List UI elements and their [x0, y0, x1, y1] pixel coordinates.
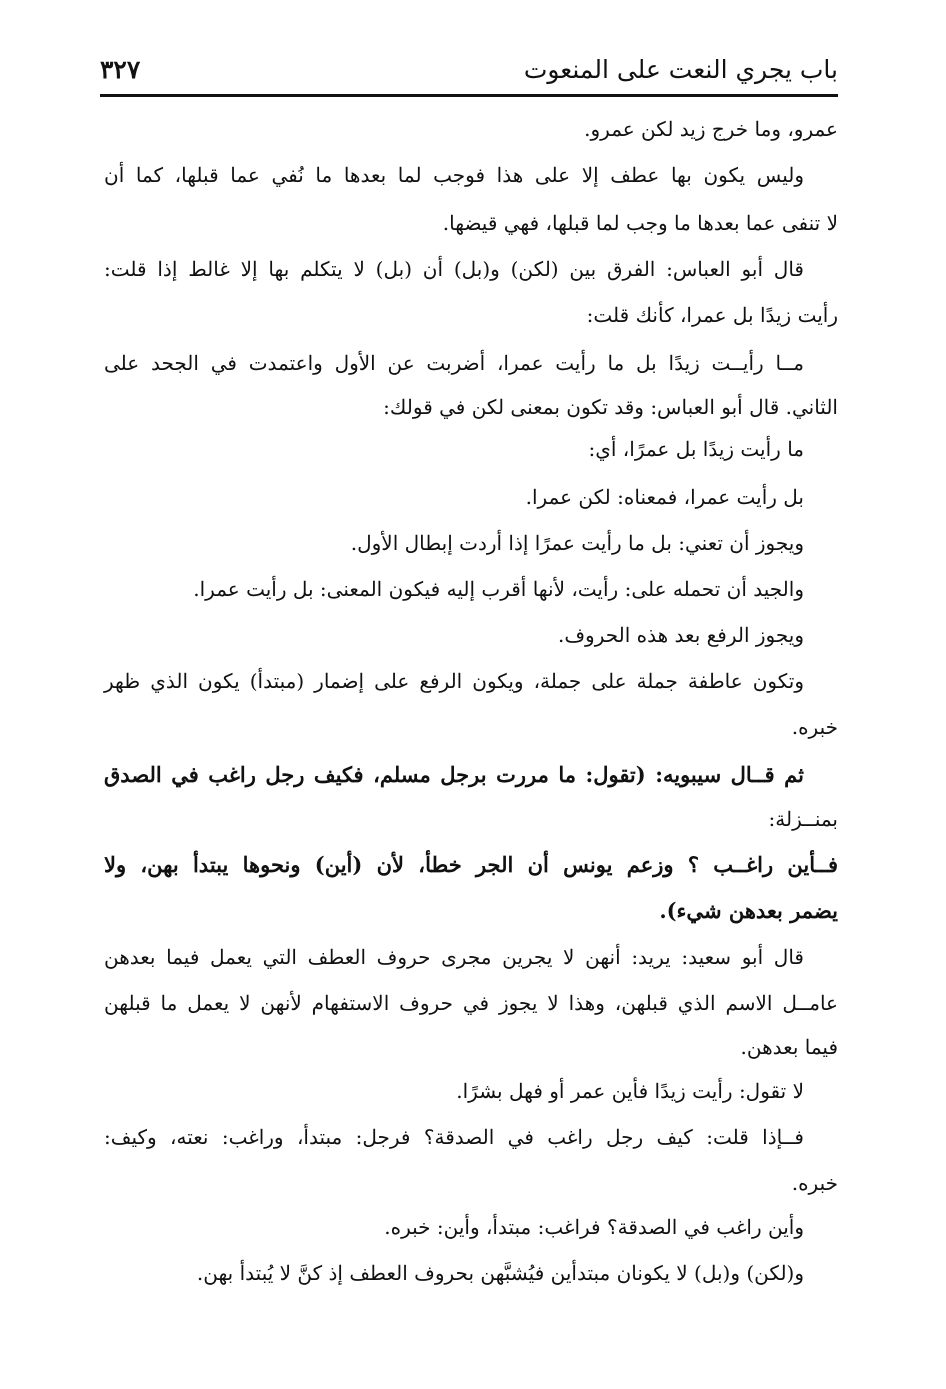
page-number: ٣٢٧ — [100, 55, 141, 84]
text-line: بمنــزلة: — [768, 807, 838, 831]
text-line: عامــل الاسم الذي قبلهن، وهذا لا يجوز في حروف الاستفهام لأنهن لا يعمل ما قبلهن — [104, 991, 838, 1015]
text-line: وتكون عاطفة جملة على جملة، ويكون الرفع على إضمار (مبتدأ) يكون الذي ظهر — [104, 669, 804, 693]
text-line: عمرو، وما خرج زيد لكن عمرو. — [584, 117, 838, 141]
text-line: قال أبو سعيد: يريد: أنهن لا يجرين مجرى حروف العطف التي يعمل فيما بعدهن — [104, 945, 804, 969]
text-line: بل رأيت عمرا، فمعناه: لكن عمرا. — [525, 485, 804, 509]
chapter-title: باب يجري النعت على المنعوت — [523, 55, 838, 84]
text-line: ويجوز الرفع بعد هذه الحروف. — [557, 623, 804, 647]
text-line: والجيد أن تحمله على: رأيت، لأنها أقرب إليه فيكون المعنى: بل رأيت عمرا. — [193, 577, 804, 601]
text-line: خبره. — [791, 715, 838, 739]
text-line: رأيت زيدًا بل عمرا، كأنك قلت: — [586, 303, 838, 327]
text-line: قال أبو العباس: الفرق بين (لكن) و(بل) أن (بل) لا يتكلم بها إلا غالط إذا قلت: — [104, 257, 804, 281]
text-line: لا تقول: رأيت زيدًا فأين عمر أو فهل بشرًا. — [456, 1079, 804, 1103]
text-line: ثم قــال سيبويه: (تقول: ما مررت برجل مسلم، فكيف رجل راغب في الصدق — [104, 762, 804, 787]
text-line: لا تنفى عما بعدها ما وجب لما قبلها، فهي قيضها. — [442, 211, 838, 235]
text-line: و(لكن) و(بل) لا يكونان مبتدأين فيُشبَّهن بحروف العطف إذ كنَّ لا يُبتدأ بهن. — [196, 1261, 804, 1285]
text-line: مــا رأيــت زيدًا بل ما رأيت عمرا، أضربت عن الأول واعتمدت في الجحد على — [104, 351, 804, 375]
text-line: فــإذا قلت: كيف رجل راغب في الصدقة؟ فرجل: مبتدأ، وراغب: نعته، وكيف: — [104, 1125, 804, 1149]
text-line: ما رأيت زيدًا بل عمرًا، أي: — [588, 437, 804, 461]
text-line: الثاني. قال أبو العباس: وقد تكون بمعنى لكن في قولك: — [383, 395, 838, 419]
text-line: يضمر بعدهن شيء). — [659, 898, 838, 923]
text-line: خبره. — [791, 1171, 838, 1195]
page-header — [100, 52, 838, 92]
text-line: ويجوز أن تعني: بل ما رأيت عمرًا إذا أردت إبطال الأول. — [350, 531, 804, 555]
header-rule — [100, 94, 838, 97]
text-line: فيما بعدهن. — [740, 1035, 838, 1059]
text-line: فــأين راغــب ؟ وزعم يونس أن الجر خطأ، لأن (أين) ونحوها يبتدأ بهن، ولا — [104, 852, 838, 877]
text-line: وليس يكون بها عطف إلا على هذا فوجب لما بعدها ما نُفي عما قبلها، كما أن — [104, 163, 804, 187]
text-line: وأين راغب في الصدقة؟ فراغب: مبتدأ، وأين: خبره. — [384, 1215, 804, 1239]
